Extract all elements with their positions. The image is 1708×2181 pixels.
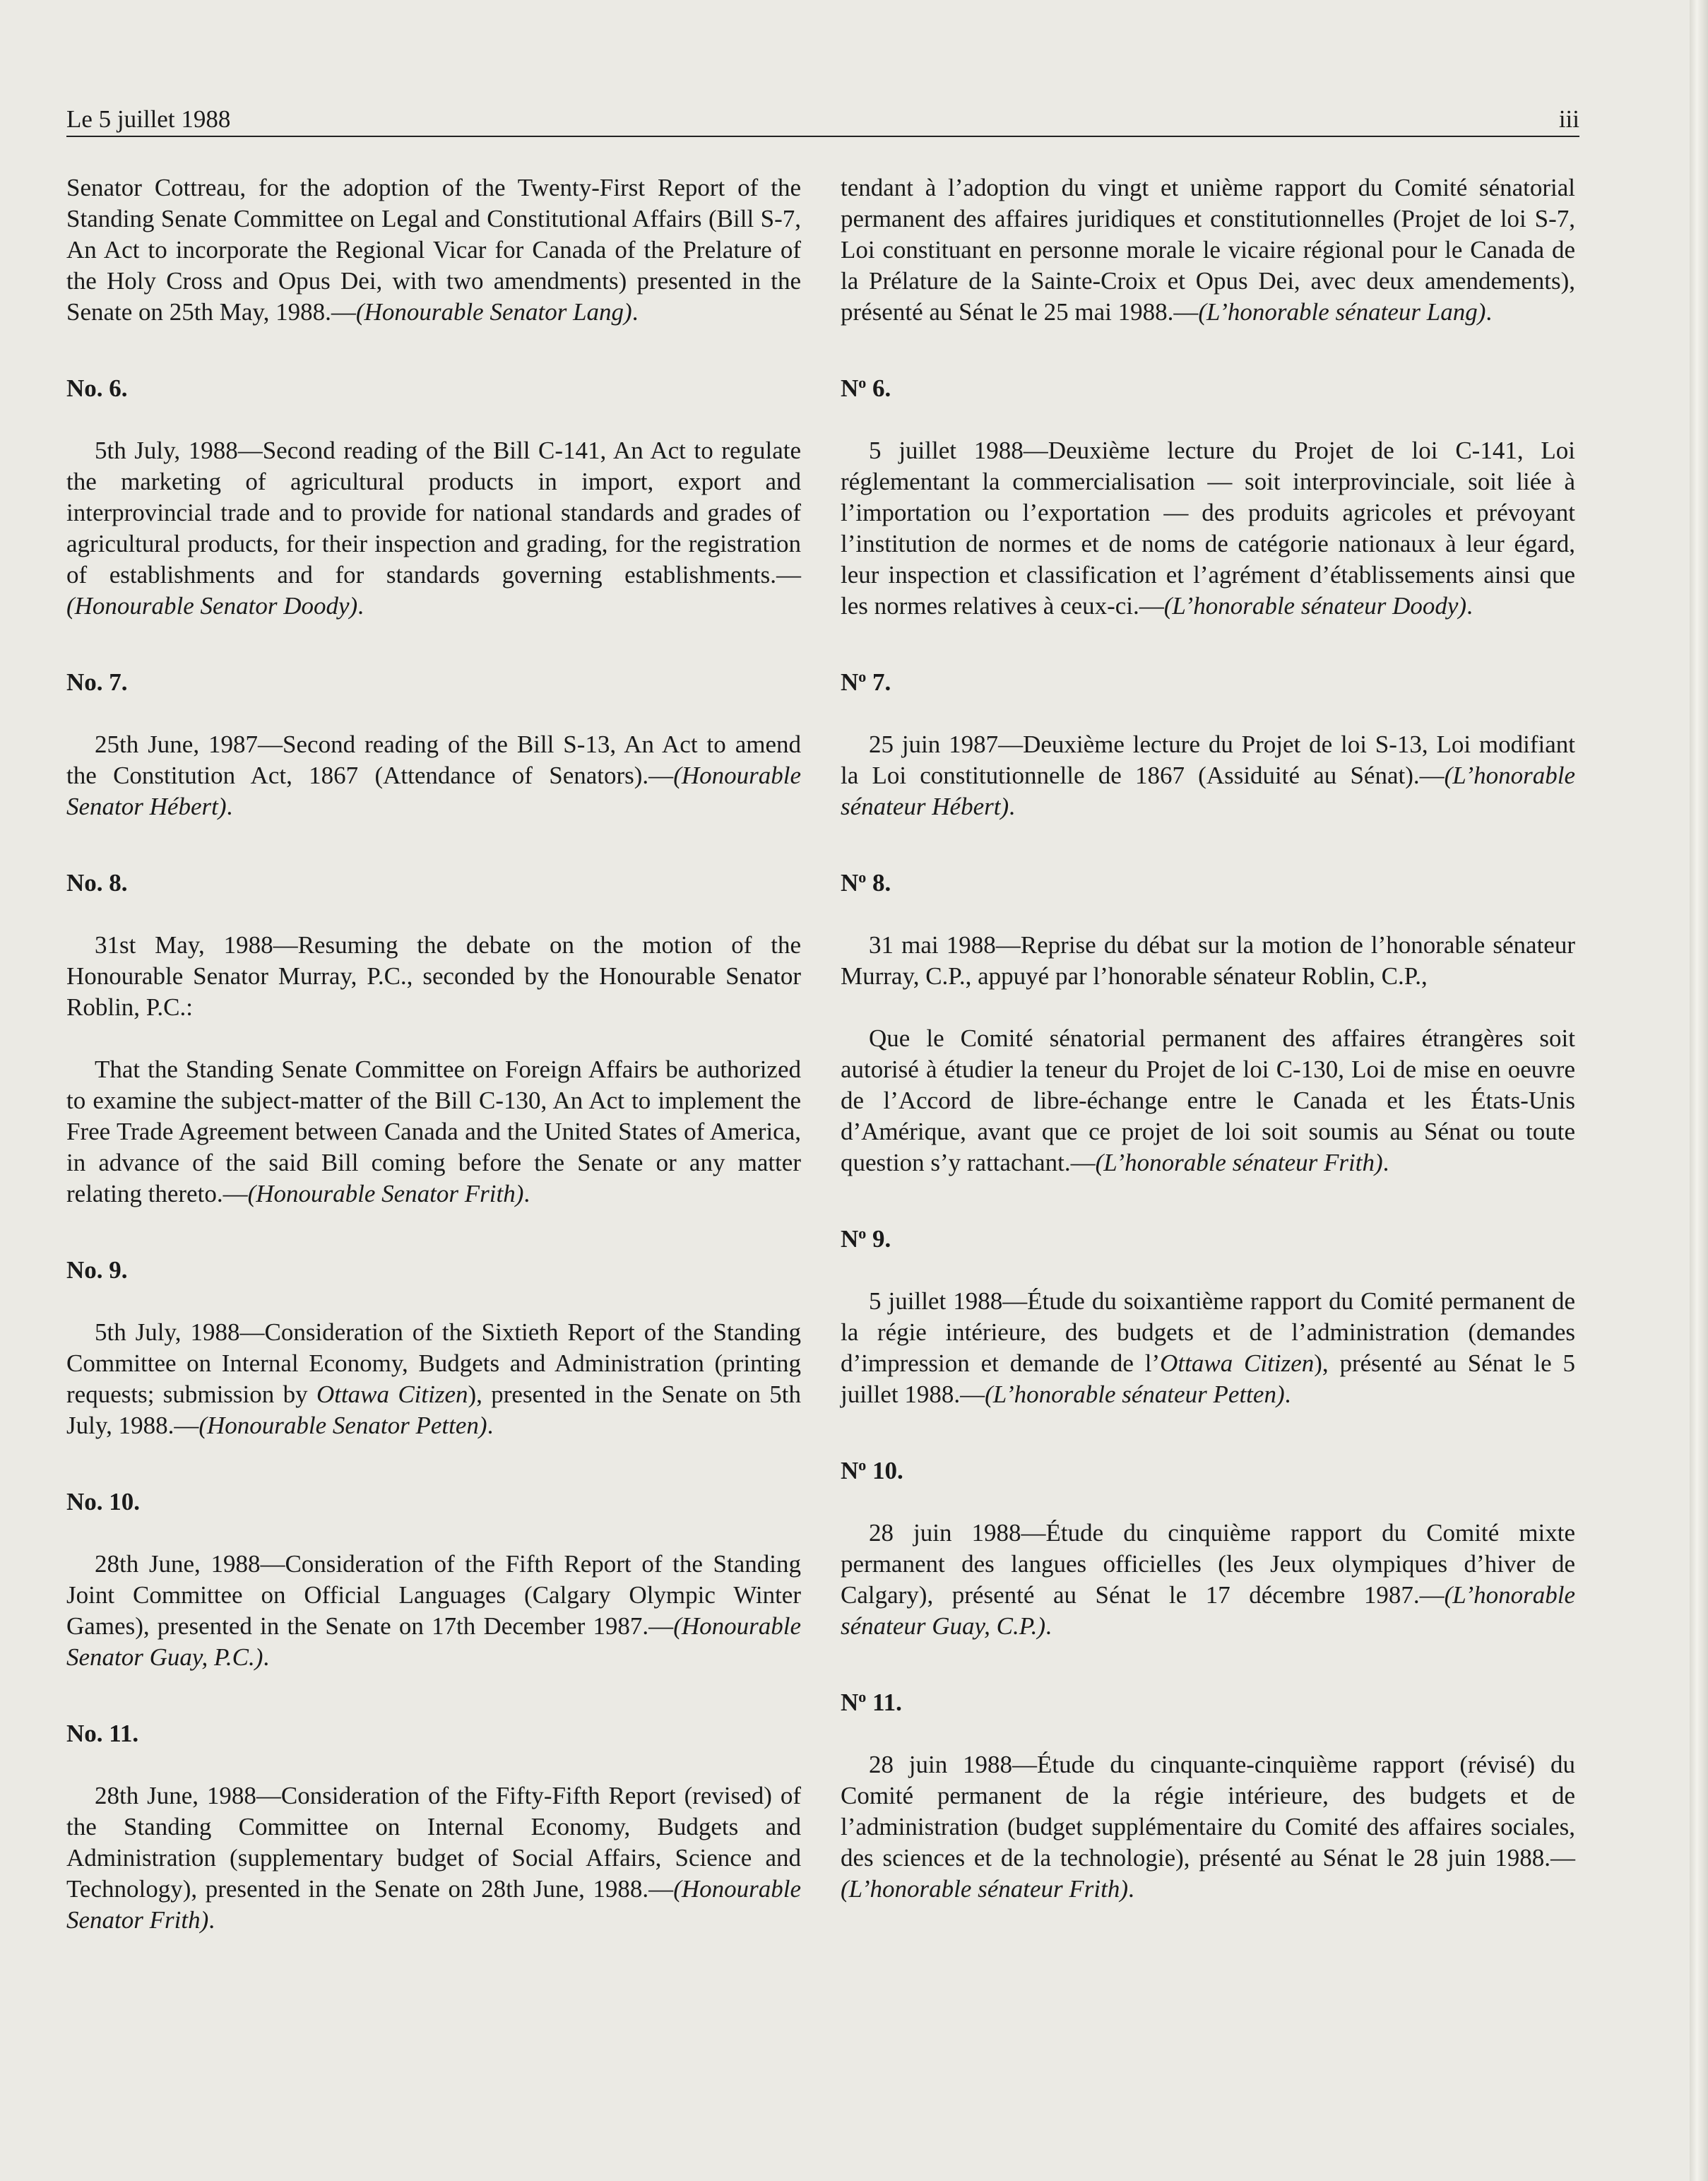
item-number: No. 11. (66, 1720, 139, 1747)
french-column (841, 172, 1575, 1905)
item-number: $N^o$ 9. (841, 1224, 891, 1253)
item-text: 31st May, 1988—Resuming the debate on the motion of the Honourable Senator Murray, P.C., seconded by the Honourable Senator Roblin, P.C.: (66, 931, 801, 1021)
item-text: 28th June, 1988—Consideration of the Fifth Report of the Standing Joint Committee on Official Languages (Calgary Olympic Winter Games), presented in the Senate on 17th December 1987.—(Honourable Senator Guay, P.C.). (66, 1550, 801, 1671)
continuation-paragraph: Senator Cottreau, for the adoption of the Twenty-First Report of the Standing Senate Committee on Legal and Constitutional Affairs (Bill S-7, An Act to incorporate the Regional Vicar for Canada of the Prelature of the Holy Cross and Opus Dei, with two amendments) presented in the Senate on 25th May, 1988.—(Honourable Senator Lang). (66, 174, 801, 326)
motion-text: Que le Comité sénatorial permanent des affaires étrangères soit autorisé à étudier la teneur du Projet de loi C-130, Loi de mise en oeuvre de l’Accord de libre-échange entre le Canada et les États-Unis d’Amérique, avant que ce projet de loi soit soumis au Sénat ou toute question s’y rattachant.—(L’honorable sénateur Frith). (841, 1024, 1575, 1176)
mover: (L’honorable sénateur Frith) (1095, 1149, 1383, 1176)
item-text: 5 juillet 1988—Étude du soixantième rapport du Comité permanent de la régie intérieure, des budgets et de l’administration (demandes d’impression et demande de l’Ottawa Citizen), présenté au Sénat le 5 juillet 1988.—(L’honorable sénateur Petten). (841, 1287, 1576, 1408)
mover: (Honourable Senator Hébert) (66, 762, 801, 820)
item-number: $N^o$ 6. (841, 374, 891, 402)
mover: (L’honorable sénateur Petten) (985, 1381, 1285, 1408)
item-text: 25 juin 1987—Deuxième lecture du Projet de loi S-13, Loi modifiant la Loi constitutionnelle de 1867 (Assiduité au Sénat).—(L’honorable sénateur Hébert). (841, 731, 1575, 820)
header-rule (66, 136, 1579, 137)
page-number: iii (1558, 105, 1579, 133)
page-edge (1690, 0, 1708, 2181)
item-text: 25th June, 1987—Second reading of the Bill S-13, An Act to amend the Constitution Act, 1867 (Attendance of Senators).—(Honourable Senator Hébert). (66, 731, 801, 820)
mover: (Honourable Senator Frith) (66, 1875, 801, 1934)
motion-text: That the Standing Senate Committee on Foreign Affairs be authorized to examine the subject-matter of the Bill C-130, An Act to implement the Free Trade Agreement between Canada and the United States of America, in advance of the said Bill coming before the Senate or any matter relating thereto.—(Honourable Senator Frith). (66, 1056, 801, 1207)
running-header (66, 103, 1579, 136)
newspaper-title: Ottawa Citizen (316, 1381, 468, 1408)
mover: (L’honorable sénateur Hébert) (841, 762, 1575, 820)
item-number: $N^o$ 8. (841, 868, 891, 897)
item-text: 28 juin 1988—Étude du cinquième rapport du Comité mixte permanent des langues officielles (les Jeux olympiques d’hiver de Calgary), présenté au Sénat le 17 décembre 1987.—(L’honorable sénateur Guay, C.P.). (841, 1519, 1575, 1640)
mover: (L’honorable sénateur Frith) (841, 1875, 1128, 1903)
mover: (Honourable Senator Lang) (355, 298, 632, 326)
mover: (Honourable Senator Frith) (247, 1180, 524, 1207)
mover: (Honourable Senator Petten) (198, 1412, 487, 1439)
item-text: 5th July, 1988—Consideration of the Sixtieth Report of the Standing Committee on Internal Economy, Budgets and Administration (printing requests; submission by Ottawa Citizen), presented in the Senate on 5th July, 1988.—(Honourable Senator Petten). (66, 1318, 801, 1439)
item-number: No. 7. (66, 668, 128, 696)
item-number: $N^o$ 11. (841, 1688, 902, 1716)
mover: (L’honorable sénateur Doody) (1163, 592, 1467, 620)
mover: (Honourable Senator Doody) (66, 592, 358, 620)
mover: (Honourable Senator Guay, P.C.) (66, 1612, 801, 1671)
item-number: $N^o$ 7. (841, 668, 891, 696)
item-text: 5 juillet 1988—Deuxième lecture du Projet de loi C-141, Loi réglementant la commercialisation — soit interprovinciale, soit liée à l’importation ou l’exportation — des produits agricoles et prévoyant l’institution de normes et de noms de catégorie nationaux à leur égard, leur inspection et classification et l’agrément d’établissements ainsi que les normes relatives à ceux-ci.—(L’honorable sénateur Doody). (841, 437, 1575, 620)
item-number: No. 9. (66, 1256, 128, 1284)
item-number: No. 10. (66, 1488, 141, 1515)
mover: (L’honorable sénateur Guay, C.P.) (841, 1581, 1575, 1640)
continuation-paragraph: tendant à l’adoption du vingt et unième rapport du Comité sénatorial permanent des affaires juridiques et constitutionnelles (Projet de loi S-7, Loi constituant en personne morale le vicaire régional pour le Canada de la Prélature de la Sainte-Croix et Opus Dei, avec deux amendements), présenté au Sénat le 25 mai 1988.—(L’honorable sénateur Lang). (841, 174, 1575, 326)
english-column (66, 172, 801, 1936)
item-text: 31 mai 1988—Reprise du débat sur la motion de l’honorable sénateur Murray, C.P., appuyé par l’honorable sénateur Roblin, C.P., (841, 931, 1575, 990)
item-number: No. 6. (66, 374, 128, 402)
item-number: No. 8. (66, 869, 128, 897)
item-text: 5th July, 1988—Second reading of the Bill C-141, An Act to regulate the marketing of agricultural products in import, export and interprovincial trade and to provide for national standards and grades of agricultural products, for their inspection and grading, for the registration of establishments and for standards governing establishments.—(Honourable Senator Doody). (66, 437, 801, 620)
item-text: 28th June, 1988—Consideration of the Fifty-Fifth Report (revised) of the Standing Committee on Internal Economy, Budgets and Administration (supplementary budget of Social Affairs, Science and Technology), presented in the Senate on 28th June, 1988.—(Honourable Senator Frith). (66, 1782, 801, 1934)
newspaper-title: Ottawa Citizen (1160, 1349, 1315, 1377)
header-date: Le 5 juillet 1988 (66, 105, 231, 133)
item-text: 28 juin 1988—Étude du cinquante-cinquième rapport (révisé) du Comité permanent de la régie intérieure, des budgets et de l’administration (budget supplémentaire du Comité des affaires sociales, des sciences et de la technologie), présenté au Sénat le 28 juin 1988.—(L’honorable sénateur Frith). (841, 1751, 1575, 1903)
item-number: $N^o$ 10. (841, 1456, 903, 1484)
mover: (L’honorable sénateur Lang) (1198, 298, 1486, 326)
